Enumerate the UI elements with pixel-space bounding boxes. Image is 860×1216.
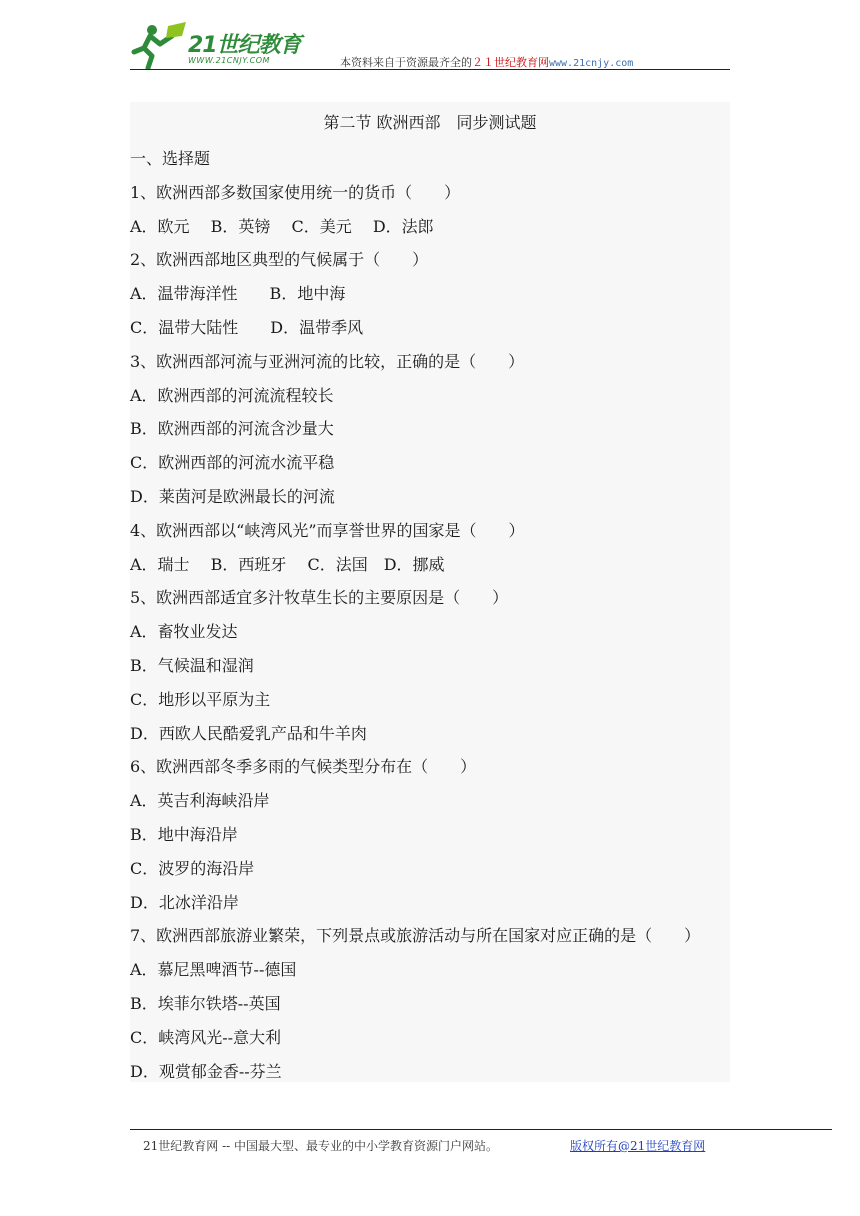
page-header — [130, 22, 730, 72]
question-line: A．温带海洋性 B．地中海 — [130, 284, 346, 304]
question-line: 2、欧洲西部地区典型的气候属于（ ） — [130, 250, 429, 270]
question-line: 1、欧洲西部多数国家使用统一的货币（ ） — [130, 182, 461, 202]
header-brand-link[interactable]: ２１世纪教育网 — [472, 56, 549, 69]
question-line: C．地形以平原为主 — [130, 689, 271, 709]
question-line: C．波罗的海沿岸 — [130, 858, 255, 878]
header-note-prefix: 本资料来自于资源最齐全的 — [340, 56, 472, 69]
copyright-link[interactable]: 版权所有@21世纪教育网 — [570, 1139, 706, 1153]
question-line: 4、欧洲西部以“峡湾风光”而享誉世界的国家是（ ） — [130, 520, 525, 540]
logo-url: WWW.21CNJY.COM — [188, 56, 270, 65]
question-line: 6、欧洲西部冬季多雨的气候类型分布在（ ） — [130, 757, 477, 777]
document-title: 第二节 欧洲西部 同步测试题 — [323, 113, 537, 132]
document-body — [130, 102, 730, 1082]
question-line: C．欧洲西部的河流水流平稳 — [130, 453, 335, 473]
question-line: A．英吉利海峡沿岸 — [130, 791, 270, 811]
question-line: B．埃菲尔铁塔--英国 — [130, 994, 281, 1013]
question-line: B．地中海沿岸 — [130, 825, 238, 844]
question-line: A．畜牧业发达 — [130, 622, 238, 642]
footer-text: 21世纪教育网 -- 中国最大型、最专业的中小学教育资源门户网站。 — [143, 1139, 499, 1153]
question-line: A．欧元 B．英镑 C．美元 D．法郎 — [130, 216, 434, 236]
section-heading: 一、选择题 — [130, 149, 211, 168]
question-line: D．西欧人民酷爱乳产品和牛羊肉 — [130, 723, 367, 743]
question-line: D．莱茵河是欧洲最长的河流 — [130, 487, 335, 506]
header-divider — [130, 69, 730, 70]
question-line: D．观赏郁金香--芬兰 — [130, 1061, 282, 1081]
question-line: 5、欧洲西部适宜多汁牧草生长的主要原因是（ ） — [130, 588, 509, 608]
header-url-link[interactable]: www.21cnjy.com — [549, 58, 634, 69]
question-line: A．瑞士 B．西班牙 C．法国 D．挪威 — [130, 554, 445, 574]
runner-icon — [130, 22, 190, 70]
question-line: A．欧洲西部的河流流程较长 — [130, 385, 334, 405]
footer-divider — [130, 1129, 832, 1130]
question-line: C．温带大陆性 D．温带季风 — [130, 318, 364, 337]
site-logo[interactable] — [130, 22, 330, 70]
header-note — [340, 54, 633, 70]
question-line: B．气候温和湿润 — [130, 656, 254, 675]
question-line: 7、欧洲西部旅游业繁荣，下列景点或旅游活动与所在国家对应正确的是（ ） — [130, 926, 701, 946]
question-line: C．峡湾风光--意大利 — [130, 1027, 282, 1047]
question-line: A．慕尼黑啤酒节--德国 — [130, 960, 297, 980]
question-line: B．欧洲西部的河流含沙量大 — [130, 419, 334, 439]
logo-text: 21世纪教育 — [188, 33, 301, 58]
question-line: D．北冰洋沿岸 — [130, 892, 239, 912]
question-line: 3、欧洲西部河流与亚洲河流的比较，正确的是（ ） — [130, 351, 525, 371]
